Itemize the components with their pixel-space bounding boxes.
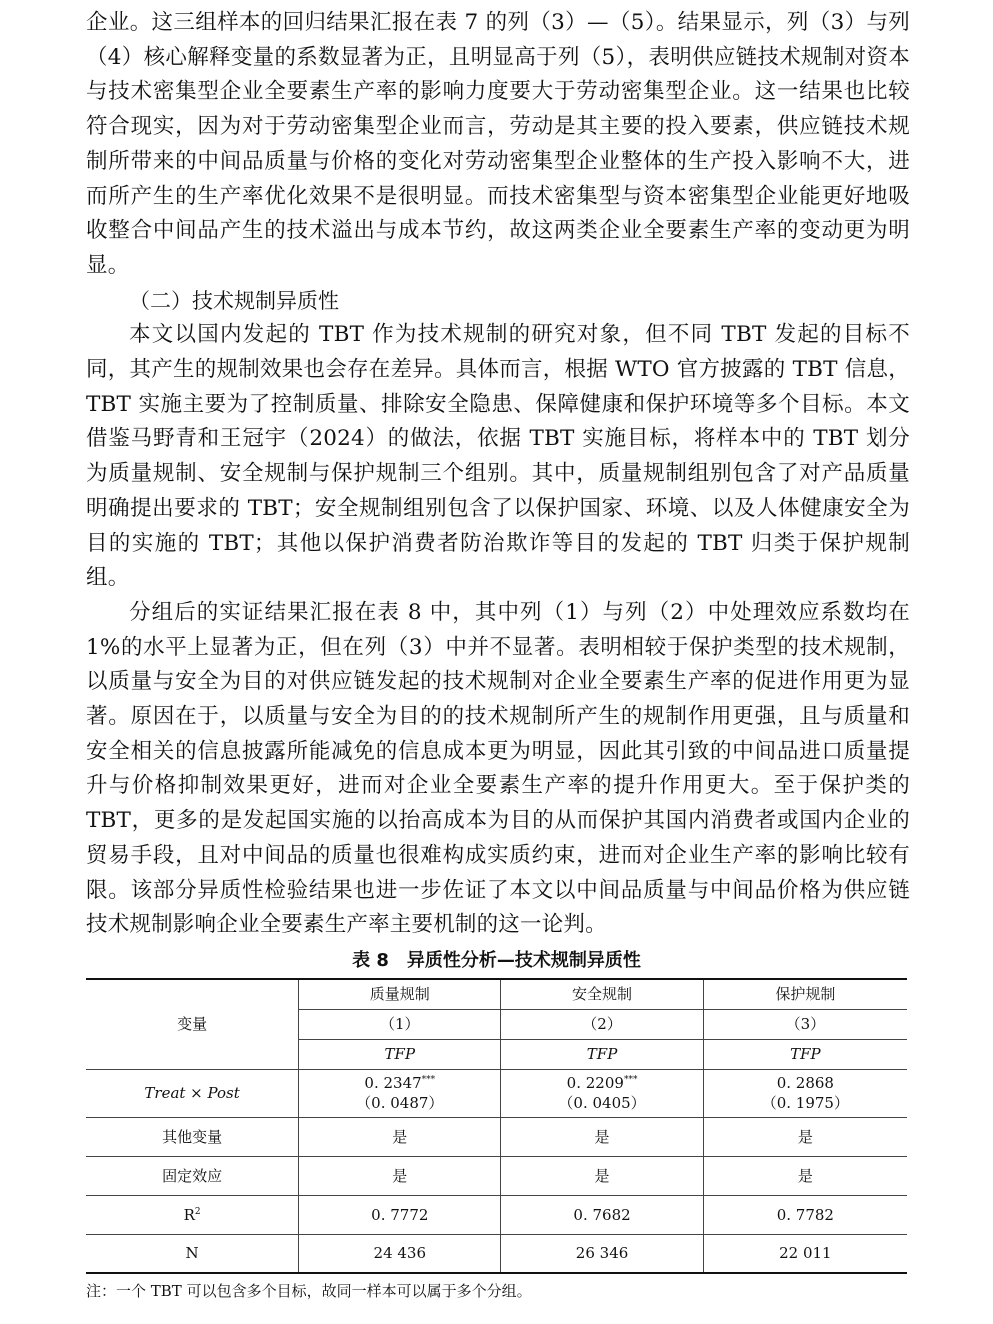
body-text [86, 6, 910, 943]
coef-value-3: 0. 2868 [776, 1074, 834, 1092]
fixed-effects-label: 固定效应 [86, 1156, 299, 1195]
n-label: N [86, 1234, 299, 1273]
regression-table [86, 978, 907, 1274]
table-row-treat-post [86, 1069, 907, 1117]
dep-var-1: TFP [299, 1039, 501, 1069]
coef-cell-1 [299, 1069, 501, 1117]
group-header-3: 保护规制 [703, 979, 907, 1009]
coef-stars-2: *** [623, 1075, 638, 1085]
n-value-3: 22 011 [703, 1234, 907, 1273]
col-number-2: （2） [501, 1009, 703, 1039]
coef-stars-1: *** [421, 1075, 436, 1085]
table-row-other-vars [86, 1117, 907, 1156]
table-row-fixed-effects [86, 1156, 907, 1195]
n-value-2: 26 346 [501, 1234, 703, 1273]
r2-value-2: 0. 7682 [501, 1195, 703, 1234]
var-header-cell: 变量 [86, 979, 299, 1069]
coef-value-2: 0. 2209 [566, 1074, 624, 1092]
group-header-1: 质量规制 [299, 979, 501, 1009]
table-row-n [86, 1234, 907, 1273]
table-title: 表 8 异质性分析—技术规制异质性 [352, 950, 641, 971]
r2-value-1: 0. 7772 [299, 1195, 501, 1234]
table-header-row-groups [86, 979, 907, 1009]
r2-label: R [183, 1205, 195, 1224]
se-value-2: （0. 0405） [558, 1094, 646, 1112]
n-value-1: 24 436 [299, 1234, 501, 1273]
se-value-1: （0. 0487） [356, 1094, 444, 1112]
col-number-1: （1） [299, 1009, 501, 1039]
r2-label-cell [86, 1195, 299, 1234]
col-number-3: （3） [703, 1009, 907, 1039]
coef-cell-2 [501, 1069, 703, 1117]
paragraph-1: 企业。这三组样本的回归结果汇报在表 7 的列（3）—（5）。结果显示，列（3）与列（4）核心解释变量的系数显著为正，且明显高于列（5），表明供应链技术规制对资本与技术密集型企业全要素生产率的影响力度要大于劳动密集型企业。这一结果也比较符合现实，因为对于劳动密集型企业而言，劳动是其主要的投入要素，供应链技术规制所带来的中间品质量与价格的变化对劳动密集型企业整体的生产投入影响不大，进而所产生的生产率优化效果不是很明显。而技术密集型与资本密集型企业能更好地吸收整合中间品产生的技术溢出与成本节约，故这两类企业全要素生产率的变动更为明显。 [86, 10, 910, 278]
other-vars-1: 是 [299, 1117, 501, 1156]
table-row-r2 [86, 1195, 907, 1234]
table-note: 注：一个 TBT 可以包含多个目标，故同一样本可以属于多个分组。 [86, 1282, 532, 1300]
fixed-effects-3: 是 [703, 1156, 907, 1195]
treat-post-label: Treat × Post [86, 1069, 299, 1117]
fixed-effects-1: 是 [299, 1156, 501, 1195]
fixed-effects-2: 是 [501, 1156, 703, 1195]
group-header-2: 安全规制 [501, 979, 703, 1009]
section-heading: （二）技术规制异质性 [129, 288, 339, 313]
dep-var-3: TFP [703, 1039, 907, 1069]
r2-value-3: 0. 7782 [703, 1195, 907, 1234]
paragraph-2: 本文以国内发起的 TBT 作为技术规制的研究对象，但不同 TBT 发起的目标不同，其产生的规制效果也会存在差异。具体而言，根据 WTO 官方披露的 TBT 信息，TBT 实施主要为了控制质量、排除安全隐患、保障健康和保护环境等多个目标。本文借鉴马野青和王冠宇（2024）的做法，依据 TBT 实施目标，将样本中的 TBT 划分为质量规制、安全规制与保护规制三个组别。其中，质量规制组别包含了对产品质量明确提出要求的 TBT；安全规制组别包含了以保护国家、环境、以及人体健康安全为目的实施的 TBT；其他以保护消费者防治欺诈等目的发起的 TBT 归类于保护规制组。 [86, 322, 910, 591]
coef-cell-3 [703, 1069, 907, 1117]
other-vars-3: 是 [703, 1117, 907, 1156]
dep-var-2: TFP [501, 1039, 703, 1069]
se-value-3: （0. 1975） [761, 1094, 849, 1112]
paragraph-3: 分组后的实证结果汇报在表 8 中，其中列（1）与列（2）中处理效应系数均在 1%的水平上显著为正，但在列（3）中并不显著。表明相较于保护类型的技术规制，以质量与安全为目的对供应链发起的技术规制对企业全要素生产率的促进作用更为显著。原因在于，以质量与安全为目的的技术规制所产生的规制作用更强，且与质量和安全相关的信息披露所能减免的信息成本更为明显，因此其引致的中间品进口质量提升与价格抑制效果更好，进而对企业全要素生产率的提升作用更大。至于保护类的 TBT，更多的是发起国实施的以抬高成本为目的从而保护其国内消费者或国内企业的贸易手段，且对中间品的质量也很难构成实质约束，进而对企业生产率的影响比较有限。该部分异质性检验结果也进一步佐证了本文以中间品质量与中间品价格为供应链技术规制影响企业全要素生产率主要机制的这一论判。 [86, 599, 910, 938]
other-vars-label: 其他变量 [86, 1117, 299, 1156]
coef-value-1: 0. 2347 [364, 1074, 422, 1092]
r2-superscript: 2 [194, 1206, 201, 1217]
other-vars-2: 是 [501, 1117, 703, 1156]
